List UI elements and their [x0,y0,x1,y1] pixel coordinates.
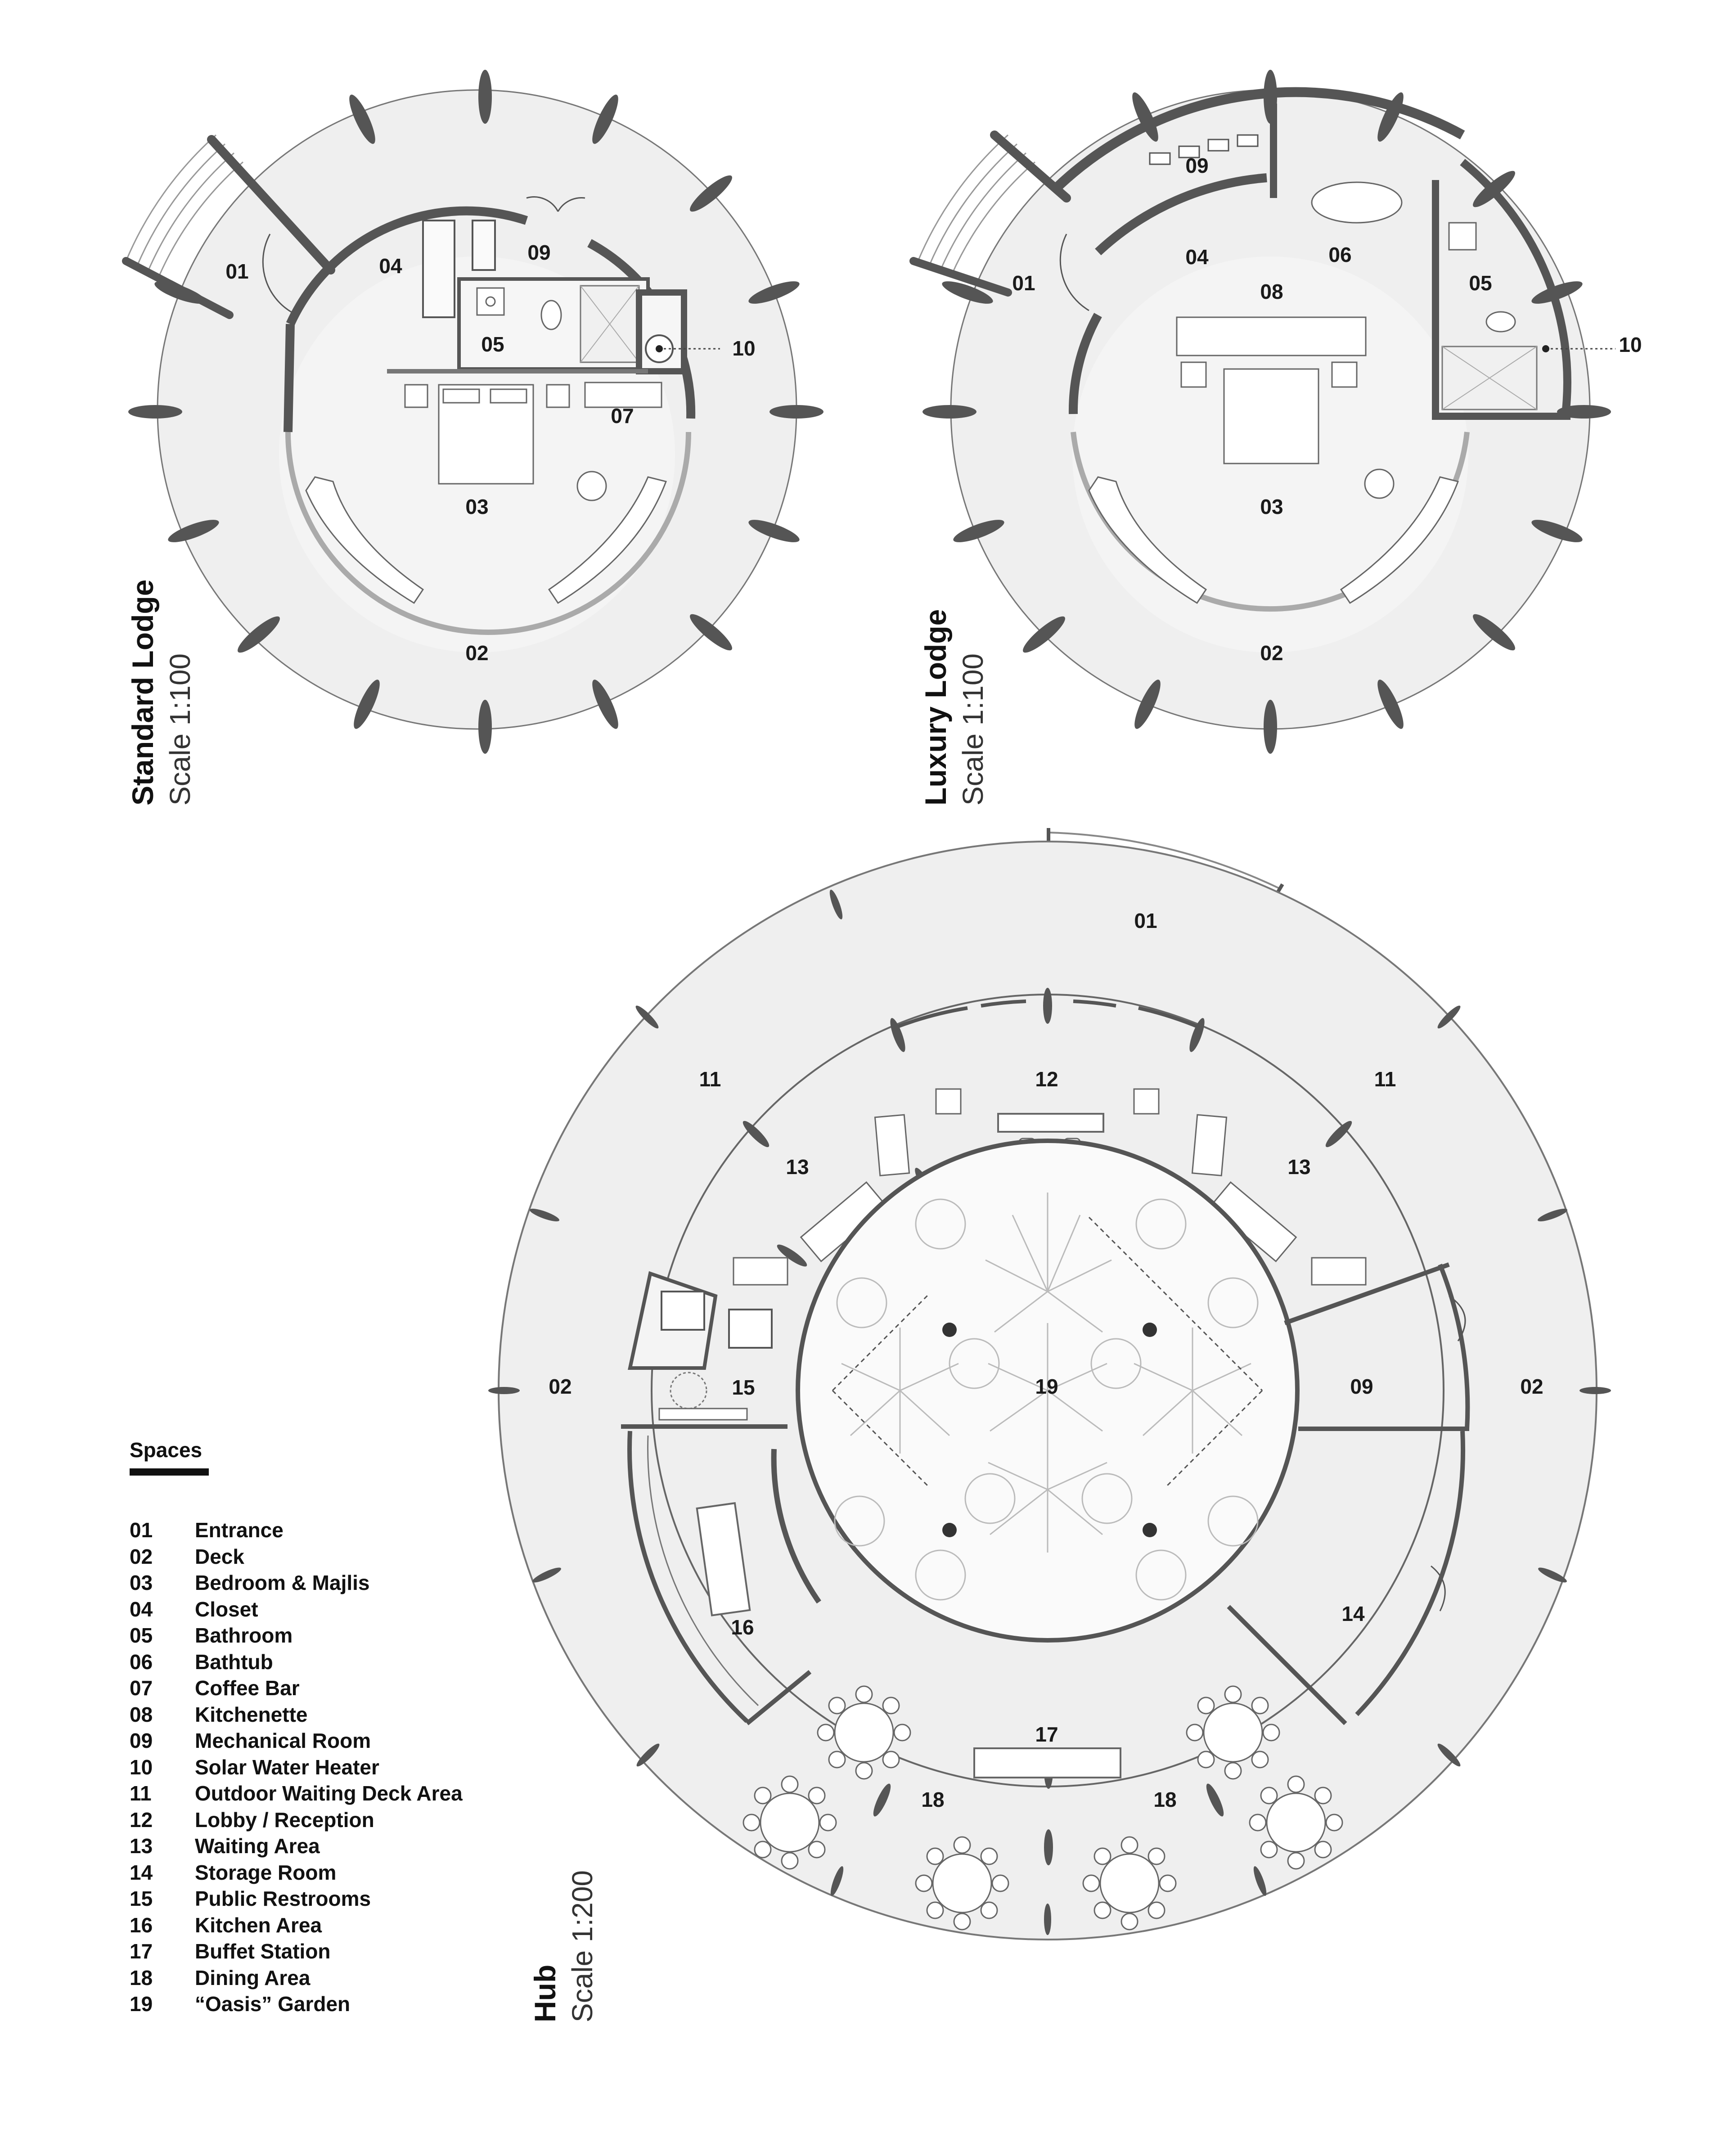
legend-item-number: 19 [130,1992,153,2016]
shelf-units [472,221,495,270]
toilet [1486,312,1515,332]
legend-item-name: Outdoor Waiting Deck Area [195,1782,463,1805]
legend-heading: Spaces [130,1438,202,1462]
sink [1449,223,1476,250]
restroom-vanity [659,1409,747,1420]
legend-item [130,1991,535,2017]
round-side-table [577,472,606,500]
legend-item [130,1859,535,1886]
hub-label-02-left: 02 [549,1375,572,1399]
lux-label-02: 02 [1260,641,1283,665]
legend-item-name: Waiting Area [195,1834,320,1858]
hub-title [528,1870,598,2022]
hub-label-09: 09 [1350,1375,1373,1399]
lux-label-03: 03 [1260,495,1283,519]
hub-label-18-right: 18 [1153,1788,1177,1812]
bed [439,385,533,484]
dining-table [743,1776,836,1869]
legend-item-name: Entrance [195,1518,284,1542]
legend-item [130,1938,535,1965]
legend-item-number: 16 [130,1913,153,1937]
legend-item-name: Solar Water Heater [195,1755,379,1779]
legend-item [130,1596,535,1623]
std-label-10: 10 [732,337,756,360]
legend-item-name: “Oasis” Garden [195,1992,351,2016]
dining-table [1187,1686,1279,1779]
legend-item [130,1649,535,1675]
legend-item-number: 10 [130,1755,153,1779]
closet-rack [423,221,454,317]
coffee-bar-counter [585,383,662,407]
std-label-01: 01 [225,260,249,284]
legend-item [130,1965,535,1991]
legend-item [130,1570,535,1596]
lobby-chair-left [936,1089,961,1114]
dining-table [818,1686,910,1779]
hub-plan [488,828,1611,1940]
legend-item-number: 14 [130,1860,153,1884]
std-label-09: 09 [527,241,551,265]
dining-table [1250,1776,1342,1869]
hub-label-13-right: 13 [1287,1155,1311,1179]
hub-label-14: 14 [1341,1602,1365,1626]
dining-table [1083,1837,1176,1930]
hub-label-01: 01 [1134,909,1157,933]
legend-item-number: 08 [130,1702,153,1726]
legend-item-name: Closet [195,1597,258,1621]
legend-item-number: 17 [130,1940,153,1963]
legend-list [130,1517,535,2017]
legend-item [130,1728,535,1754]
lux-label-08: 08 [1260,280,1283,304]
legend-item [130,1544,535,1570]
legend-item-name: Buffet Station [195,1940,331,1963]
std-label-07: 07 [611,404,634,428]
legend-item-name: Deck [195,1544,244,1568]
buffet-table [974,1748,1120,1778]
hub-label-12: 12 [1035,1067,1058,1091]
legend-item-number: 06 [130,1650,153,1674]
legend-item-number: 18 [130,1966,153,1989]
legend-item-name: Storage Room [195,1860,337,1884]
legend-item-number: 04 [130,1597,153,1621]
legend-item [130,1517,535,1544]
legend-item-number: 09 [130,1729,153,1753]
legend-item-name: Kitchen Area [195,1913,322,1937]
legend-item [130,1701,535,1728]
legend-item [130,1622,535,1649]
legend-item [130,1886,535,1912]
legend-item-name: Coffee Bar [195,1676,300,1700]
legend-item-name: Bedroom & Majlis [195,1571,370,1595]
legend-item-number: 03 [130,1571,153,1595]
waiting-sofa-2 [1192,1115,1226,1175]
hub-label-17: 17 [1035,1723,1058,1746]
legend-item-number: 15 [130,1887,153,1911]
std-label-02: 02 [465,641,489,665]
standard-lodge-title [126,580,196,806]
spaces-legend [130,1438,535,2017]
waiting-sofa-5 [734,1258,788,1285]
waiting-sofa-6 [1312,1258,1366,1285]
dining-table [916,1837,1008,1930]
reception-desk [998,1114,1103,1132]
legend-underline [130,1468,209,1476]
lobby-chair-right [1134,1089,1159,1114]
standard-lodge-scale: Scale 1:100 [164,653,196,806]
legend-item [130,1833,535,1859]
hub-label-02-right: 02 [1520,1375,1544,1399]
nightstand-left [405,385,428,407]
lux-label-01: 01 [1012,271,1035,295]
hub-label-18-left: 18 [921,1788,945,1812]
legend-item [130,1675,535,1701]
sink [477,288,504,315]
hub-label-11-right: 11 [1374,1067,1396,1091]
kitchenette-counter [1177,317,1366,356]
luxury-lodge-title-text: Luxury Lodge [919,609,952,806]
legend-item-number: 05 [130,1624,153,1647]
legend-item [130,1754,535,1781]
hub-label-15: 15 [732,1376,755,1400]
legend-item-number: 12 [130,1808,153,1832]
hub-label-13-left: 13 [786,1155,809,1179]
legend-item-number: 01 [130,1518,153,1542]
nightstand-right [547,385,569,407]
legend-item-name: Mechanical Room [195,1729,371,1753]
luxury-lodge-title [919,609,989,806]
lux-label-05: 05 [1469,271,1492,295]
bed [1224,369,1318,464]
standard-lodge-title-text: Standard Lodge [126,579,159,806]
lux-label-10: 10 [1619,333,1642,357]
legend-item-name: Bathtub [195,1650,273,1674]
hub-title-text: Hub [528,1964,562,2022]
std-label-04: 04 [379,254,402,278]
legend-item [130,1780,535,1807]
legend-item [130,1912,535,1939]
waiting-sofa-1 [875,1115,909,1175]
hub-label-16: 16 [731,1616,754,1639]
legend-item-number: 11 [130,1782,152,1805]
legend-item-number: 13 [130,1834,153,1858]
lux-label-04: 04 [1185,245,1209,269]
luxury-lodge-plan [914,70,1642,754]
hub-scale: Scale 1:200 [566,1870,598,2022]
stools [1181,362,1206,387]
standard-lodge-plan [126,70,824,754]
hub-label-19: 19 [1035,1375,1058,1399]
toilet [541,301,561,329]
luxury-lodge-scale: Scale 1:100 [957,653,989,806]
std-label-03: 03 [465,495,489,519]
legend-item-name: Lobby / Reception [195,1808,374,1832]
hub-label-11-left: 11 [699,1067,721,1091]
std-label-05: 05 [481,333,504,356]
legend-item-name: Public Restrooms [195,1887,371,1911]
legend-item-number: 07 [130,1676,153,1700]
legend-item-name: Dining Area [195,1966,310,1989]
round-side-table [1365,469,1394,498]
bathtub [1312,182,1402,223]
legend-item-name: Bathroom [195,1624,293,1647]
room-wall-left [288,324,290,432]
legend-item-number: 02 [130,1544,153,1568]
lux-label-09: 09 [1185,154,1209,178]
legend-item [130,1807,535,1833]
legend-item-name: Kitchenette [195,1702,308,1726]
lux-label-06: 06 [1328,243,1352,267]
